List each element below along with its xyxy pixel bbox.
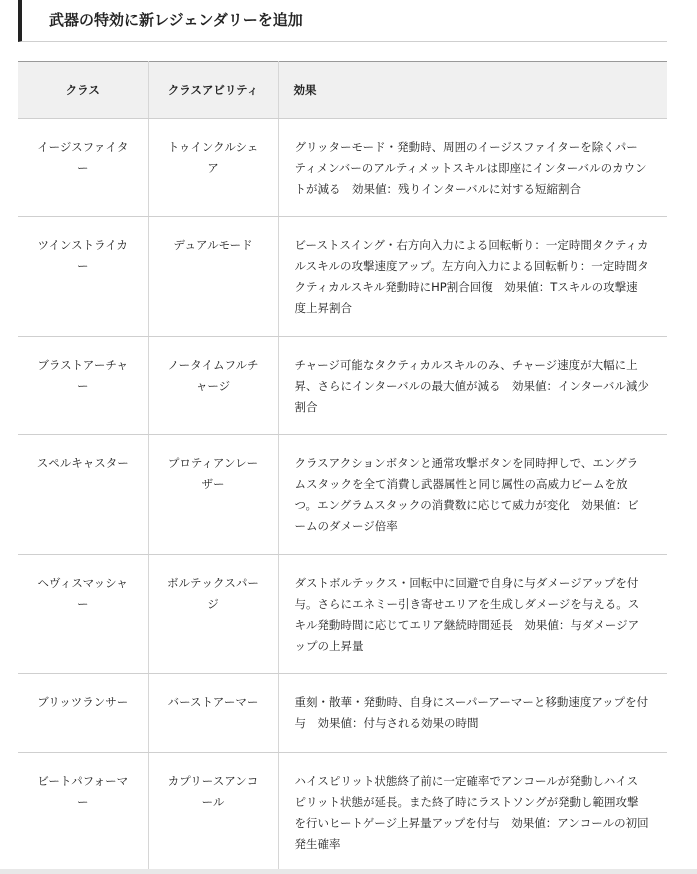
class-cell: ブラストアーチャー xyxy=(18,337,148,435)
ability-cell: バーストアーマー xyxy=(148,674,278,753)
class-cell: スペルキャスター xyxy=(18,435,148,555)
bottom-divider xyxy=(0,869,697,874)
effect-cell: ビーストスイング・右方向入力による回転斬り：一定時間タクティカルスキルの攻撃速度アップ。左方向入力による回転斬り：一定時間タクティカルスキル発動時にHP割合回復 効果値：Tスキルの攻撃速度上昇割合 xyxy=(278,217,667,337)
section-title: 武器の特効に新レジェンダリーを追加 xyxy=(49,11,303,29)
section-heading xyxy=(18,0,667,42)
class-cell: ヘヴィスマッシャー xyxy=(18,555,148,674)
header-class: クラス xyxy=(18,62,148,119)
class-cell: ツインストライカー xyxy=(18,217,148,337)
ability-cell: ボルテックスパージ xyxy=(148,555,278,674)
header-ability: クラスアビリティ xyxy=(148,62,278,119)
effect-cell: ダストボルテックス・回転中に回避で自身に与ダメージアップを付与。さらにエネミー引き寄せエリアを生成しダメージを与える。スキル発動時間に応じてエリア継続時間延長 効果値：与ダメージアップの上昇量 xyxy=(278,555,667,674)
header-effect: 効果 xyxy=(278,62,667,119)
table-row xyxy=(18,337,667,435)
class-ability-table xyxy=(18,61,667,872)
effect-cell: ハイスピリット状態終了前に一定確率でアンコールが発動しハイスピリット状態が延長。また終了時にラストソングが発動し範囲攻撃を行いヒートゲージ上昇量アップを付与 効果値：アンコールの初回発生確率 xyxy=(278,753,667,872)
effect-cell: 重刻・散華・発動時、自身にスーパーアーマーと移動速度アップを付与 効果値：付与される効果の時間 xyxy=(278,674,667,753)
class-cell: イージスファイター xyxy=(18,119,148,217)
table-row xyxy=(18,753,667,872)
table-row xyxy=(18,674,667,753)
class-cell: ビートパフォーマー xyxy=(18,753,148,872)
class-cell: ブリッツランサー xyxy=(18,674,148,753)
ability-cell: トゥインクルシェア xyxy=(148,119,278,217)
table-header-row xyxy=(18,62,667,119)
ability-cell: プロティアンレーザー xyxy=(148,435,278,555)
ability-cell: デュアルモード xyxy=(148,217,278,337)
table-row xyxy=(18,217,667,337)
table-row xyxy=(18,435,667,555)
table-row xyxy=(18,555,667,674)
table-row xyxy=(18,119,667,217)
effect-cell: クラスアクションボタンと通常攻撃ボタンを同時押しで、エングラムスタックを全て消費し武器属性と同じ属性の高威力ビームを放つ。エングラムスタックの消費数に応じて威力が変化 効果値：ビームのダメージ倍率 xyxy=(278,435,667,555)
ability-cell: カプリースアンコール xyxy=(148,753,278,872)
ability-cell: ノータイムフルチャージ xyxy=(148,337,278,435)
effect-cell: チャージ可能なタクティカルスキルのみ、チャージ速度が大幅に上昇、さらにインターバルの最大値が減る 効果値：インターバル減少割合 xyxy=(278,337,667,435)
effect-cell: グリッターモード・発動時、周囲のイージスファイターを除くパーティメンバーのアルティメットスキルは即座にインターバルのカウントが減る 効果値：残りインターバルに対する短縮割合 xyxy=(278,119,667,217)
